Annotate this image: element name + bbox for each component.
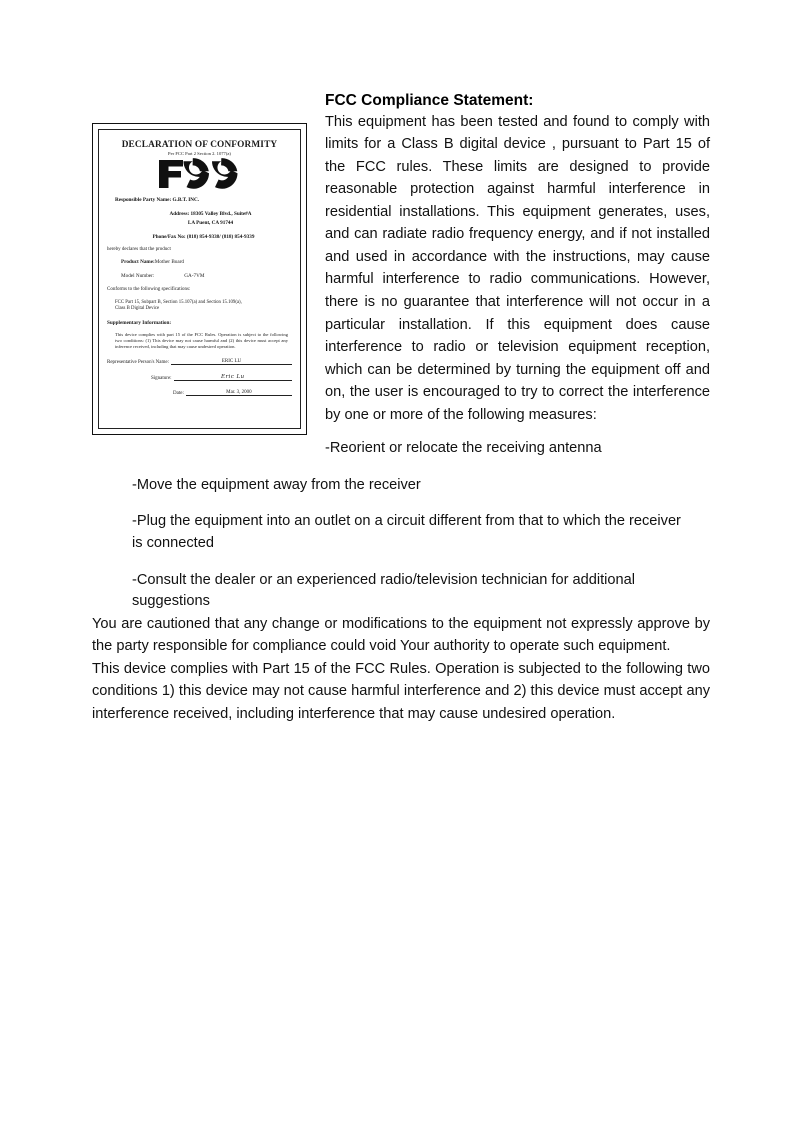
date-row xyxy=(173,390,292,396)
supplementary-information-heading: Supplementary Information: xyxy=(107,319,172,326)
declares-line: hereby declares that the product xyxy=(107,247,171,252)
certificate-address-city: LA Puent, CA 91744 xyxy=(187,220,234,226)
model-number-value: GA-7VM xyxy=(184,273,205,279)
date-label: Date: xyxy=(173,390,184,396)
representative-name-row xyxy=(107,359,292,365)
product-name-value: Mother Board xyxy=(154,259,185,265)
signature-value: Eric Lu xyxy=(174,374,292,381)
model-number-label: Model Number: xyxy=(121,273,155,279)
specification-line-2: Class B Digital Device xyxy=(115,305,160,311)
fcc-logo xyxy=(107,157,292,191)
product-name-label: Product Name: xyxy=(121,259,155,265)
certificate-address: Address: 18305 Valley Blvd., Suite#A xyxy=(169,211,252,217)
date-value: Mar. 3, 2000 xyxy=(186,390,292,396)
representative-name-value: ERIC LU xyxy=(171,359,292,365)
conforms-line: Conforms to the following specifications: xyxy=(107,287,191,292)
page-title: FCC Compliance Statement: xyxy=(325,92,534,109)
supplementary-information-body: This device complies with part 15 of the FCC Rules. Operation is subject to the following two conditions: (1) This device may not cause harmful and (2) this device must accept any inference received, including that may cause undesired operation. xyxy=(115,331,288,349)
signature-label: Signature: xyxy=(151,375,172,381)
page-content xyxy=(92,92,710,726)
list-item: -Reorient or relocate the receiving antenna xyxy=(325,440,602,457)
certificate-phone-fax: Phone/Fax No: (818) 854-9338/ (818) 854-9339 xyxy=(152,234,255,240)
model-number-row xyxy=(121,273,292,279)
list-item: -Move the equipment away from the receiver xyxy=(132,476,421,493)
compliance-paragraph-3: This device complies with Part 15 of the FCC Rules. Operation is subjected to the following two conditions 1) this device may not cause harmful interference and 2) this device must accept any interference received, including interference that may cause undesired operation. xyxy=(92,660,710,722)
declaration-of-conformity-certificate xyxy=(92,123,307,435)
product-name-row xyxy=(121,259,292,265)
list-item: -Plug the equipment into an outlet on a circuit different from that to which the receiver is connected xyxy=(132,513,681,552)
signature-row xyxy=(151,374,292,381)
responsible-party-name: Responsible Party Name: G.B.T. INC. xyxy=(115,197,200,203)
representative-name-label: Representative Person's Name: xyxy=(107,359,169,365)
specification-line-1: FCC Part 15, Subpart B, Section 15.107(a) and Section 15.109(a), xyxy=(115,300,242,305)
compliance-paragraph-1: This equipment has been tested and found to comply with limits for a Class B digital device , pursuant to Part 15 of the FCC rules. These limits are designed to provide reasonable protection against harmful interference in residential installations. This equipment generates, uses, and can radiate radio frequency energy, and if not installed and used in accordance with the instructions, may cause harmful interference to radio communications. However, there is no guarantee that interference will not occur in a particular installation. If this equipment does cause interference to radio or television equipment reception, which can be determined by turning the equipment off and on, the user is encouraged to try to correct the interference by one or more of the following measures: xyxy=(325,113,710,423)
compliance-paragraph-2: You are cautioned that any change or modifications to the equipment not expressly approve by the party responsible for compliance could void Your authority to operate such equipment. xyxy=(92,615,710,655)
certificate-title: DECLARATION OF CONFORMITY xyxy=(121,140,278,150)
specification-lines xyxy=(115,300,292,312)
certificate-subtitle: Per FCC Part 2 Section 2. 1077(a) xyxy=(168,151,231,156)
list-item: -Consult the dealer or an experienced radio/television technician for additional suggestions xyxy=(132,571,635,610)
certificate-inner-frame xyxy=(98,129,301,429)
measures-list xyxy=(92,438,710,613)
